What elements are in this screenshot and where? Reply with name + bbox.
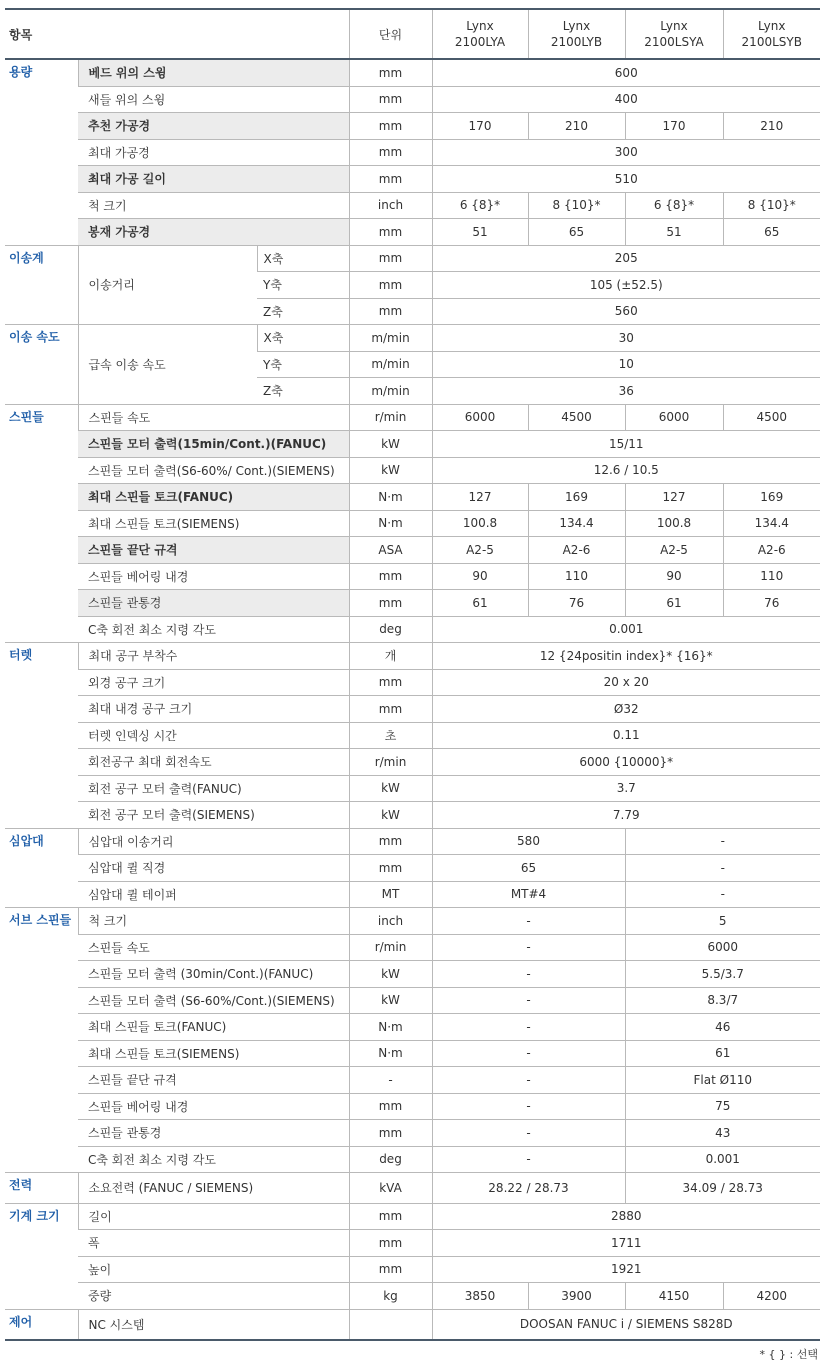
value-cell: - (432, 1120, 625, 1147)
category-cell: 터렛 (5, 643, 78, 829)
table-row (5, 1120, 820, 1147)
value-cell: 210 (528, 113, 625, 140)
table-row (5, 113, 820, 140)
value-cell: - (432, 1014, 625, 1041)
table-row (5, 1173, 820, 1204)
value-cell: 400 (432, 86, 820, 113)
table-row (5, 722, 820, 749)
item-cell: 폭 (78, 1230, 349, 1257)
item-cell: 스핀들 모터 출력 (S6-60%/Cont.)(SIEMENS) (78, 987, 349, 1014)
unit-cell (349, 1309, 432, 1340)
unit-cell: 초 (349, 722, 432, 749)
unit-cell: mm (349, 139, 432, 166)
table-row (5, 908, 820, 935)
category-cell: 서브 스핀들 (5, 908, 78, 1173)
table-row (5, 987, 820, 1014)
item-cell: 스핀들 베어링 내경 (78, 563, 349, 590)
unit-cell: N·m (349, 484, 432, 511)
table-row (5, 325, 820, 352)
value-cell: 12.6 / 10.5 (432, 457, 820, 484)
unit-cell: mm (349, 86, 432, 113)
unit-cell: kW (349, 987, 432, 1014)
unit-cell: deg (349, 616, 432, 643)
value-cell: 5.5/3.7 (625, 961, 820, 988)
table-row (5, 934, 820, 961)
item-cell: 스핀들 모터 출력(S6-60%/ Cont.)(SIEMENS) (78, 457, 349, 484)
item-cell: 스핀들 모터 출력 (30min/Cont.)(FANUC) (78, 961, 349, 988)
unit-cell: mm (349, 1203, 432, 1230)
table-row (5, 749, 820, 776)
unit-cell: MT (349, 881, 432, 908)
unit-cell: kW (349, 802, 432, 829)
category-cell: 심압대 (5, 828, 78, 908)
value-cell: 170 (432, 113, 528, 140)
table-row (5, 802, 820, 829)
unit-cell: mm (349, 1230, 432, 1257)
value-cell: 65 (723, 219, 820, 246)
value-cell: 1921 (432, 1256, 820, 1283)
table-row (5, 1203, 820, 1230)
unit-cell: kW (349, 457, 432, 484)
table-row (5, 537, 820, 564)
value-cell: 4500 (528, 404, 625, 431)
table-row (5, 192, 820, 219)
value-cell: 51 (432, 219, 528, 246)
item-cell: 최대 가공 길이 (78, 166, 349, 193)
item-cell: 척 크기 (78, 908, 349, 935)
unit-cell: - (349, 1067, 432, 1094)
value-cell: Flat Ø110 (625, 1067, 820, 1094)
category-cell: 기계 크기 (5, 1203, 78, 1309)
value-cell: A2-6 (528, 537, 625, 564)
table-row (5, 669, 820, 696)
item-cell: 최대 스핀들 토크(SIEMENS) (78, 510, 349, 537)
category-cell: 용량 (5, 59, 78, 245)
value-cell: 580 (432, 828, 625, 855)
value-cell: 105 (±52.5) (432, 272, 820, 299)
value-cell: - (625, 828, 820, 855)
value-cell: 110 (528, 563, 625, 590)
value-cell: 8.3/7 (625, 987, 820, 1014)
value-cell: 6000 (625, 404, 723, 431)
item-cell: 최대 공구 부착수 (78, 643, 349, 670)
value-cell: 61 (625, 1040, 820, 1067)
table-row (5, 166, 820, 193)
item-cell: 최대 스핀들 토크(FANUC) (78, 484, 349, 511)
value-cell: 7.79 (432, 802, 820, 829)
item-cell: 중량 (78, 1283, 349, 1310)
unit-cell: ASA (349, 537, 432, 564)
value-cell: 5 (625, 908, 820, 935)
value-cell: 0.001 (625, 1146, 820, 1173)
value-cell: 15/11 (432, 431, 820, 458)
value-cell: 30 (432, 325, 820, 352)
unit-cell: N·m (349, 510, 432, 537)
value-cell: - (625, 881, 820, 908)
table-row (5, 510, 820, 537)
table-row (5, 1309, 820, 1340)
value-cell: 134.4 (723, 510, 820, 537)
value-cell: 600 (432, 59, 820, 86)
category-cell: 이송계 (5, 245, 78, 325)
value-cell: 0.11 (432, 722, 820, 749)
category-cell: 스핀들 (5, 404, 78, 643)
unit-cell: mm (349, 590, 432, 617)
value-cell: - (432, 961, 625, 988)
value-cell: 34.09 / 28.73 (625, 1173, 820, 1204)
table-row (5, 828, 820, 855)
table-row (5, 616, 820, 643)
value-cell: 65 (432, 855, 625, 882)
table-row (5, 86, 820, 113)
value-cell: 3.7 (432, 775, 820, 802)
item-cell: 스핀들 속도 (78, 404, 349, 431)
item-cell: 회전 공구 모터 출력(FANUC) (78, 775, 349, 802)
item-cell: 스핀들 끝단 규격 (78, 537, 349, 564)
item-cell: 스핀들 모터 출력(15min/Cont.)(FANUC) (78, 431, 349, 458)
value-cell: MT#4 (432, 881, 625, 908)
table-row (5, 1283, 820, 1310)
unit-cell: mm (349, 1120, 432, 1147)
unit-cell: kg (349, 1283, 432, 1310)
item-cell: 최대 가공경 (78, 139, 349, 166)
value-cell: 4150 (625, 1283, 723, 1310)
value-cell: 6 {8}* (432, 192, 528, 219)
value-cell: 76 (528, 590, 625, 617)
header-model-1: Lynx 2100LYA (432, 9, 528, 59)
footnote: * { } : 선택 (759, 1348, 818, 1361)
item-cell: 봉재 가공경 (78, 219, 349, 246)
unit-cell: mm (349, 219, 432, 246)
unit-cell: mm (349, 1256, 432, 1283)
table-row (5, 643, 820, 670)
table-row (5, 961, 820, 988)
item-cell: 외경 공구 크기 (78, 669, 349, 696)
unit-cell: inch (349, 192, 432, 219)
value-cell: 61 (432, 590, 528, 617)
value-cell: 61 (625, 590, 723, 617)
table-row (5, 484, 820, 511)
item-cell: 소요전력 (FANUC / SIEMENS) (78, 1173, 349, 1204)
value-cell: 3900 (528, 1283, 625, 1310)
table-row (5, 881, 820, 908)
item-cell: 스핀들 관통경 (78, 1120, 349, 1147)
header-item: 항목 (5, 9, 349, 59)
value-cell: 169 (528, 484, 625, 511)
value-cell: 28.22 / 28.73 (432, 1173, 625, 1204)
unit-cell: m/min (349, 325, 432, 352)
item-cell: 심압대 퀼 직경 (78, 855, 349, 882)
unit-cell: r/min (349, 749, 432, 776)
table-row (5, 590, 820, 617)
table-row (5, 1040, 820, 1067)
value-cell: 20 x 20 (432, 669, 820, 696)
header-unit: 단위 (349, 9, 432, 59)
unit-cell: r/min (349, 934, 432, 961)
item-cell: 높이 (78, 1256, 349, 1283)
item-cell: 길이 (78, 1203, 349, 1230)
value-cell: 12 {24positin index}* {16}* (432, 643, 820, 670)
unit-cell: N·m (349, 1040, 432, 1067)
value-cell: Ø32 (432, 696, 820, 723)
item-cell: 회전공구 최대 회전속도 (78, 749, 349, 776)
value-cell: 8 {10}* (723, 192, 820, 219)
unit-cell: inch (349, 908, 432, 935)
value-cell: 169 (723, 484, 820, 511)
table-row (5, 1230, 820, 1257)
unit-cell: mm (349, 563, 432, 590)
spec-table (5, 8, 820, 1341)
item-cell: 최대 내경 공구 크기 (78, 696, 349, 723)
unit-cell: 개 (349, 643, 432, 670)
item-cell: 스핀들 끝단 규격 (78, 1067, 349, 1094)
item-cell: 심압대 이송거리 (78, 828, 349, 855)
value-cell: 46 (625, 1014, 820, 1041)
header-model-2: Lynx 2100LYB (528, 9, 625, 59)
unit-cell: mm (349, 669, 432, 696)
value-cell: 2880 (432, 1203, 820, 1230)
unit-cell: mm (349, 828, 432, 855)
table-row (5, 563, 820, 590)
table-row (5, 404, 820, 431)
item-cell: 스핀들 관통경 (78, 590, 349, 617)
value-cell: 75 (625, 1093, 820, 1120)
item-cell: 터렛 인덱싱 시간 (78, 722, 349, 749)
unit-cell: kW (349, 775, 432, 802)
item-cell: 추천 가공경 (78, 113, 349, 140)
header-model-3: Lynx 2100LSYA (625, 9, 723, 59)
value-cell: 100.8 (432, 510, 528, 537)
table-row (5, 1067, 820, 1094)
item-cell: NC 시스템 (78, 1309, 349, 1340)
table-row (5, 855, 820, 882)
value-cell: - (432, 1067, 625, 1094)
value-cell: - (432, 1040, 625, 1067)
value-cell: 6 {8}* (625, 192, 723, 219)
axis-cell: Z축 (257, 298, 349, 325)
value-cell: 510 (432, 166, 820, 193)
value-cell: 76 (723, 590, 820, 617)
axis-cell: Y축 (257, 351, 349, 378)
item-cell: 베드 위의 스윙 (78, 59, 349, 86)
unit-cell: m/min (349, 351, 432, 378)
header-model-4: Lynx 2100LSYB (723, 9, 820, 59)
value-cell: A2-5 (625, 537, 723, 564)
category-cell: 이송 속도 (5, 325, 78, 405)
item-cell: 스핀들 속도 (78, 934, 349, 961)
value-cell: - (432, 1146, 625, 1173)
category-cell: 제어 (5, 1309, 78, 1340)
value-cell: 127 (625, 484, 723, 511)
axis-cell: X축 (257, 325, 349, 352)
item-cell: 스핀들 베어링 내경 (78, 1093, 349, 1120)
item-cell: C축 회전 최소 지령 각도 (78, 616, 349, 643)
item-cell: 최대 스핀들 토크(FANUC) (78, 1014, 349, 1041)
value-cell: 8 {10}* (528, 192, 625, 219)
value-cell: 300 (432, 139, 820, 166)
value-cell: 3850 (432, 1283, 528, 1310)
value-cell: 560 (432, 298, 820, 325)
value-cell: - (625, 855, 820, 882)
unit-cell: mm (349, 272, 432, 299)
axis-cell: Y축 (257, 272, 349, 299)
unit-cell: mm (349, 1093, 432, 1120)
value-cell: DOOSAN FANUC i / SIEMENS S828D (432, 1309, 820, 1340)
value-cell: 6000 {10000}* (432, 749, 820, 776)
table-row (5, 245, 820, 272)
value-cell: 90 (625, 563, 723, 590)
value-cell: 65 (528, 219, 625, 246)
value-cell: 36 (432, 378, 820, 405)
item-cell: 심압대 퀼 테이퍼 (78, 881, 349, 908)
value-cell: 6000 (625, 934, 820, 961)
table-row (5, 457, 820, 484)
value-cell: 90 (432, 563, 528, 590)
table-row (5, 59, 820, 86)
value-cell: 110 (723, 563, 820, 590)
item-cell: 척 크기 (78, 192, 349, 219)
value-cell: 4500 (723, 404, 820, 431)
value-cell: 205 (432, 245, 820, 272)
value-cell: 10 (432, 351, 820, 378)
value-cell: - (432, 1093, 625, 1120)
unit-cell: mm (349, 166, 432, 193)
value-cell: A2-6 (723, 537, 820, 564)
category-cell: 전력 (5, 1173, 78, 1204)
value-cell: 51 (625, 219, 723, 246)
unit-cell: mm (349, 245, 432, 272)
unit-cell: mm (349, 59, 432, 86)
unit-cell: m/min (349, 378, 432, 405)
value-cell: - (432, 987, 625, 1014)
axis-cell: Z축 (257, 378, 349, 405)
item-cell: 새들 위의 스윙 (78, 86, 349, 113)
value-cell: - (432, 908, 625, 935)
value-cell: 170 (625, 113, 723, 140)
table-row (5, 1146, 820, 1173)
table-row (5, 219, 820, 246)
unit-cell: mm (349, 113, 432, 140)
item-cell: 회전 공구 모터 출력(SIEMENS) (78, 802, 349, 829)
value-cell: 100.8 (625, 510, 723, 537)
value-cell: 1711 (432, 1230, 820, 1257)
item-cell: 이송거리 (78, 245, 257, 325)
header-row (5, 9, 820, 59)
table-row (5, 1014, 820, 1041)
value-cell: 4200 (723, 1283, 820, 1310)
unit-cell: mm (349, 855, 432, 882)
value-cell: 43 (625, 1120, 820, 1147)
value-cell: 6000 (432, 404, 528, 431)
value-cell: 134.4 (528, 510, 625, 537)
value-cell: 0.001 (432, 616, 820, 643)
item-cell: 급속 이송 속도 (78, 325, 257, 405)
axis-cell: X축 (257, 245, 349, 272)
value-cell: 210 (723, 113, 820, 140)
table-row (5, 431, 820, 458)
unit-cell: r/min (349, 404, 432, 431)
unit-cell: deg (349, 1146, 432, 1173)
table-row (5, 775, 820, 802)
unit-cell: N·m (349, 1014, 432, 1041)
table-row (5, 696, 820, 723)
table-row (5, 139, 820, 166)
table-row (5, 1256, 820, 1283)
value-cell: A2-5 (432, 537, 528, 564)
unit-cell: mm (349, 696, 432, 723)
value-cell: 127 (432, 484, 528, 511)
item-cell: C축 회전 최소 지령 각도 (78, 1146, 349, 1173)
value-cell: - (432, 934, 625, 961)
unit-cell: kW (349, 961, 432, 988)
item-cell: 최대 스핀들 토크(SIEMENS) (78, 1040, 349, 1067)
table-row (5, 1093, 820, 1120)
unit-cell: kVA (349, 1173, 432, 1204)
unit-cell: mm (349, 298, 432, 325)
unit-cell: kW (349, 431, 432, 458)
